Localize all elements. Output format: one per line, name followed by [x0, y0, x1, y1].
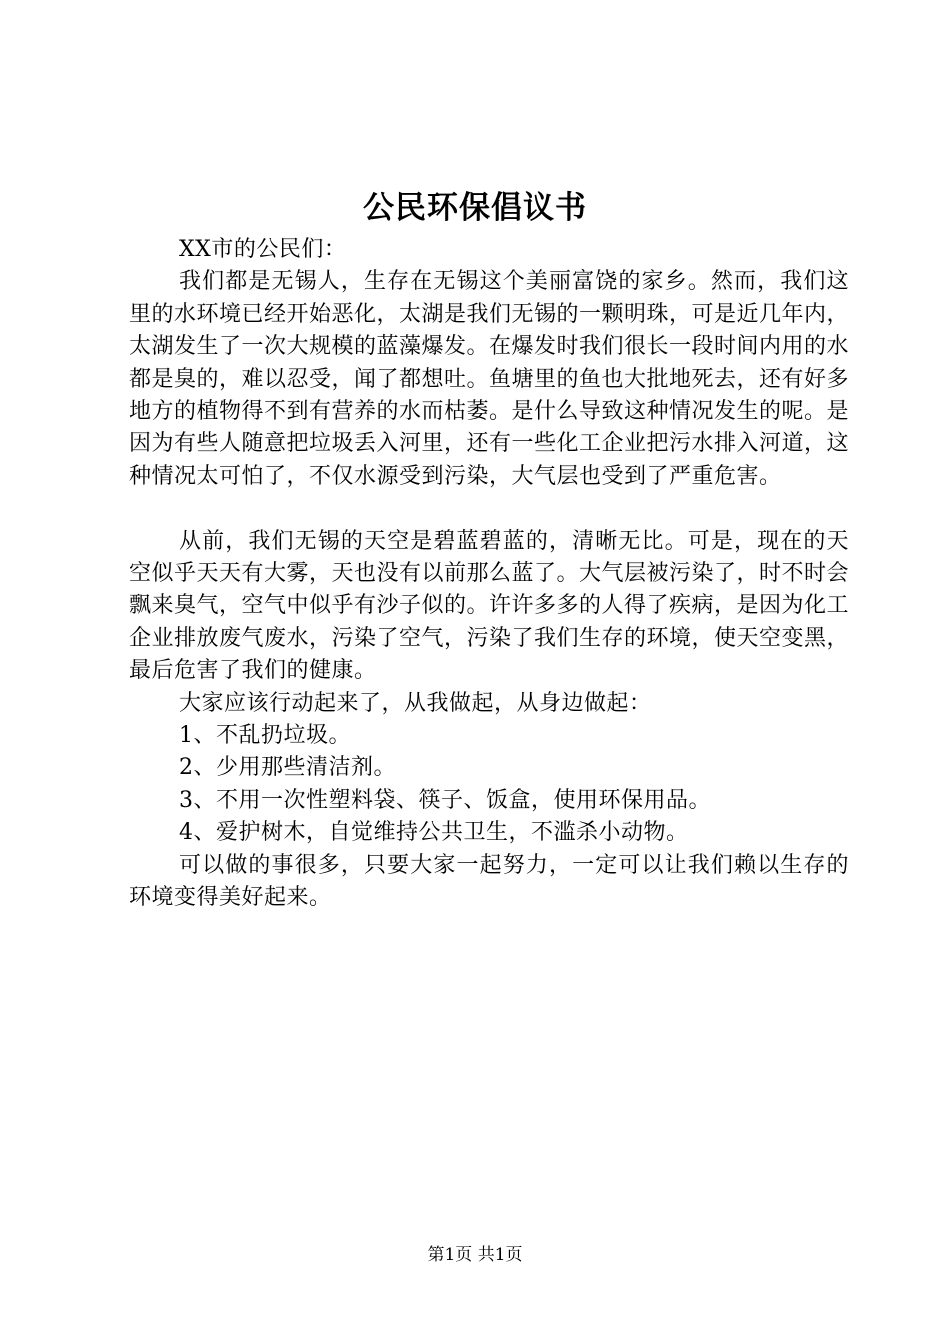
list-item: 2、少用那些清洁剂。 [179, 755, 396, 781]
salutation: XX市的公民们： [179, 237, 347, 262]
document-title: 公民环保倡议书 [363, 190, 587, 226]
list-item: 4、爱护树木，自觉维持公共卫生，不滥杀小动物。 [179, 820, 689, 846]
list-item: 1、不乱扔垃圾。 [179, 723, 351, 749]
paragraph-call-to-action: 大家应该行动起来了，从我做起，从身边做起： [179, 690, 652, 716]
page-number-footer: 第1页 共1页 [427, 1245, 523, 1265]
paragraph-air-pollution: 从前，我们无锡的天空是碧蓝碧蓝的，清晰无比。可是，现在的天空似乎天天有大雾，天也没有以前那么蓝了。大气层被污染了，时不时会飘来臭气，空气中似乎有沙子似的。许许多多的人得了疾病，是因为化工企业排放废气废水，污染了空气，污染了我们生存的环境，使天空变黑，最后危害了我们的健康。 [129, 528, 850, 684]
paragraph-closing: 可以做的事很多，只要大家一起努力，一定可以让我们赖以生存的环境变得美好起来。 [129, 852, 849, 911]
list-item: 3、不用一次性塑料袋、筷子、饭盒，使用环保用品。 [179, 787, 711, 813]
document-body [129, 234, 849, 915]
paragraph-water-pollution: 我们都是无锡人，生存在无锡这个美丽富饶的家乡。然而，我们这里的水环境已经开始恶化，太湖是我们无锡的一颗明珠，可是近几年内，太湖发生了一次大规模的蓝藻爆发。在爆发时我们很长一段时间内用的水都是臭的，难以忍受，闻了都想吐。鱼塘里的鱼也大批地死去，还有好多地方的植物得不到有营养的水而枯萎。是什么导致这种情况发生的呢。是因为有些人随意把垃圾丢入河里，还有一些化工企业把污水排入河道，这种情况太可怕了，不仅水源受到污染，大气层也受到了严重危害。 [129, 269, 850, 489]
